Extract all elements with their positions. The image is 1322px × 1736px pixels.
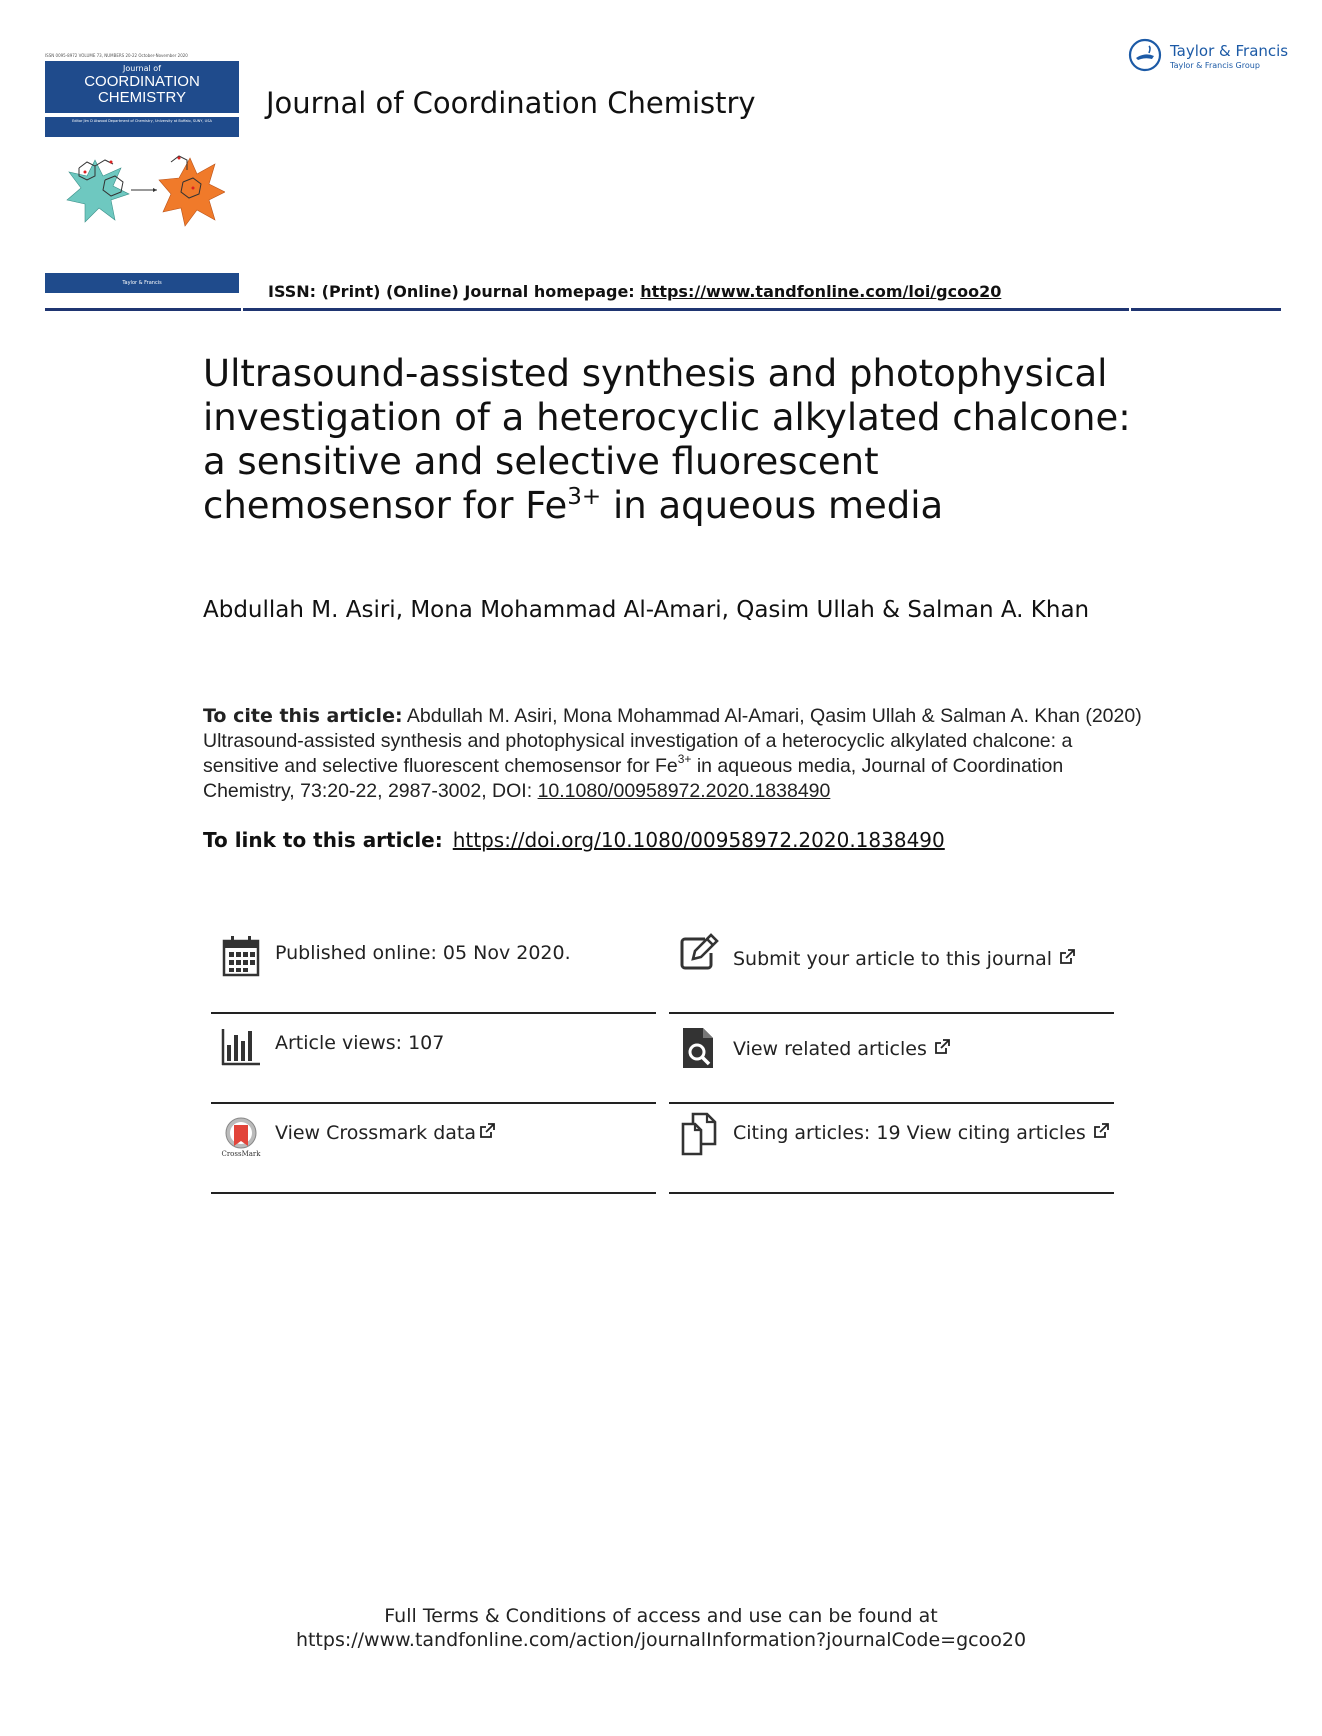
header-divider-gap-right [1129, 308, 1131, 311]
orange-star-shape [159, 158, 225, 226]
calendar-icon [221, 935, 261, 979]
submit-article-cell[interactable] [669, 924, 1114, 1014]
copy-documents-icon [679, 1112, 719, 1156]
crossmark-link[interactable] [275, 1122, 496, 1144]
article-authors: Abdullah M. Asiri, Mona Mohammad Al-Amari, Qasim Ullah & Salman A. Khan [203, 597, 1090, 623]
citing-articles-cell[interactable] [669, 1104, 1114, 1194]
citation-text-end: in aqueous media, Journal of Coordination Chemistry, 73:20-22, 2987-3002, DOI: [203, 755, 1064, 802]
article-doi-link[interactable]: https://doi.org/10.1080/00958972.2020.1838490 [452, 828, 945, 852]
cover-publisher-band: Taylor & Francis [45, 273, 239, 293]
submit-article-text: Submit your article to this journal [733, 948, 1053, 970]
bar-chart-icon [221, 1027, 261, 1071]
citation-label: To cite this article: [203, 705, 403, 727]
citation-superscript: 3+ [677, 752, 692, 766]
taylor-francis-lamp-icon [1128, 38, 1162, 72]
cover-editor-band: Editor Jim D Atwood Department of Chemistry, University at Buffalo, SUNY, USA [45, 117, 239, 137]
external-link-icon [933, 1038, 951, 1056]
journal-cover-thumbnail[interactable] [45, 52, 239, 292]
citation-block [203, 704, 1143, 804]
header-divider-gap-left [241, 308, 243, 311]
edit-pencil-icon [679, 931, 719, 975]
cover-title-band [45, 61, 239, 113]
article-link-row [203, 828, 1143, 852]
crossmark-text: View Crossmark data [275, 1122, 477, 1144]
external-link-icon [478, 1122, 496, 1140]
article-views-cell [211, 1014, 656, 1104]
publisher-logo[interactable] [1128, 38, 1288, 78]
issn-homepage-line [268, 282, 1001, 301]
issn-text: ISSN: (Print) (Online) Journal homepage: [268, 282, 641, 301]
article-views-text: Article views: 107 [275, 1032, 445, 1054]
cover-title-line1: COORDINATION [84, 73, 200, 90]
title-text-end: in aqueous media [601, 484, 944, 527]
footer-line1: Full Terms & Conditions of access and use can be found at [384, 1605, 938, 1627]
terms-footer [0, 1604, 1322, 1652]
related-articles-link[interactable] [733, 1038, 951, 1060]
citing-articles-link[interactable] [733, 1122, 1110, 1144]
cover-journal-of: Journal of [123, 64, 161, 73]
publisher-group: Taylor & Francis Group [1170, 61, 1260, 70]
publisher-name: Taylor & Francis [1170, 42, 1289, 60]
citing-articles-text: Citing articles: 19 View citing articles [733, 1122, 1086, 1144]
cover-issn-line: ISSN 0095-8972 VOLUME 73, NUMBERS 20-22 October-November 2020 [45, 53, 188, 58]
submit-article-link[interactable] [733, 948, 1076, 970]
title-text: Ultrasound-assisted synthesis and photophysical investigation of a heterocyclic alkylated chalcone: a sensitive and selective fluorescent chemosensor for Fe [203, 352, 1131, 527]
citation-doi-link[interactable]: 10.1080/00958972.2020.1838490 [537, 780, 831, 802]
crossmark-caption: CrossMark [221, 1150, 261, 1158]
journal-homepage-link[interactable]: https://www.tandfonline.com/loi/gcoo20 [640, 282, 1002, 301]
related-articles-cell[interactable] [669, 1014, 1114, 1104]
published-online-text: Published online: 05 Nov 2020. [275, 942, 571, 964]
header-divider [45, 308, 1281, 311]
link-label: To link to this article: [203, 828, 443, 852]
external-link-icon [1058, 948, 1076, 966]
title-superscript: 3+ [567, 484, 602, 510]
article-title [203, 352, 1133, 528]
document-search-icon [679, 1026, 719, 1070]
related-articles-text: View related articles [733, 1038, 927, 1060]
cover-title-line2: CHEMISTRY [97, 89, 187, 106]
published-online-cell [211, 924, 656, 1014]
citation-text: Abdullah M. Asiri, Mona Mohammad Al-Amari, Qasim Ullah & Salman A. Khan (2020) Ultrasound-assisted synthesis and photophysical investigation of a heterocyclic alkylated chalcone: a sensitive and selective fluorescent chemosensor for Fe [203, 705, 1142, 777]
footer-terms-link[interactable]: https://www.tandfonline.com/action/journalInformation?journalCode=gcoo20 [295, 1629, 1027, 1651]
cover-molecule-artwork [65, 150, 225, 230]
teal-star-shape [67, 160, 129, 222]
journal-name: Journal of Coordination Chemistry [266, 86, 756, 120]
external-link-icon [1092, 1122, 1110, 1140]
crossmark-cell[interactable] [211, 1104, 656, 1194]
